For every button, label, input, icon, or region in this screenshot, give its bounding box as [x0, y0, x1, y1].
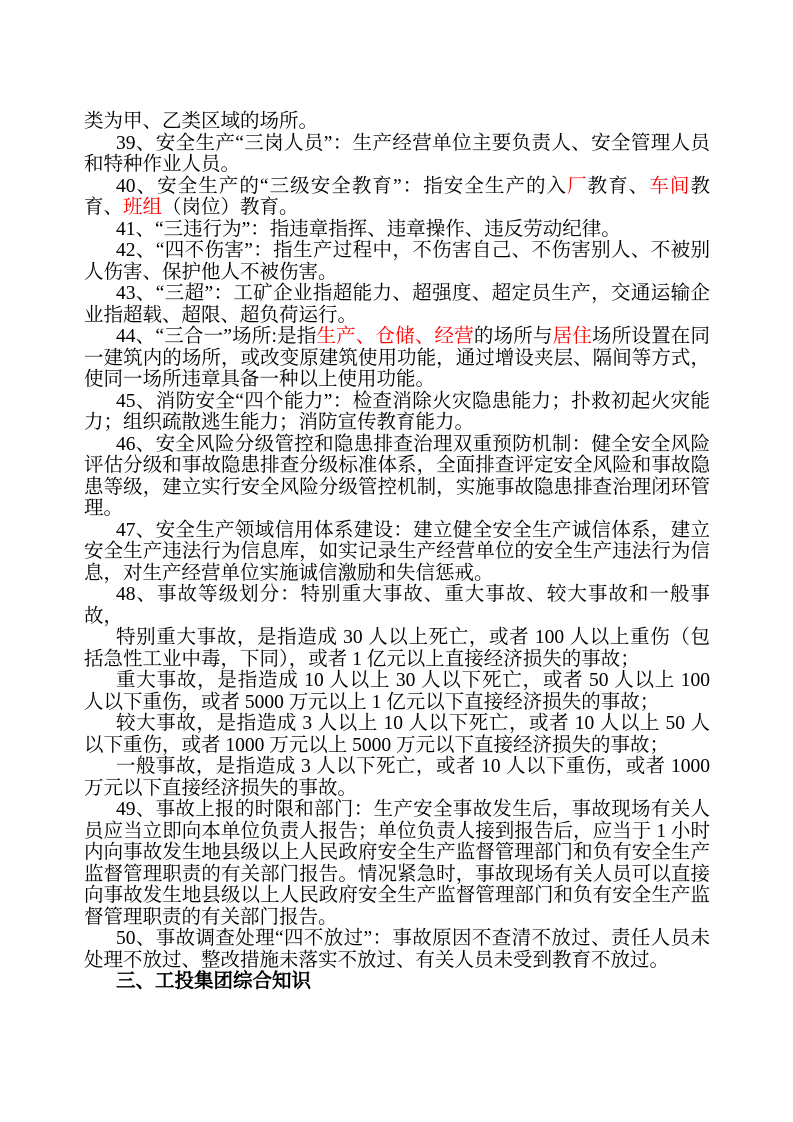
highlighted-text-run: 生产、仓储、经营	[316, 326, 474, 347]
text-run: 重大事故，是指造成 10 人以上 30 人以下死亡，或者 50 人以上 100 人以下重伤，或者 5000 万元以上 1 亿元以下直接经济损失的事故；	[84, 670, 710, 713]
highlighted-text-run: 车间	[649, 175, 691, 197]
paragraph-39	[84, 133, 710, 176]
text-run: 40、安全生产的“三级安全教育”：指安全生产的入	[116, 175, 568, 197]
paragraph-41	[84, 219, 710, 241]
section-heading-group-knowledge	[84, 971, 710, 993]
highlighted-text-run: 班组	[123, 197, 163, 218]
text-run: 的场所与	[473, 326, 553, 347]
text-run: 较大事故，是指造成 3 人以上 10 人以下死亡，或者 10 人以上 50 人以下重伤，或者 1000 万元以上 5000 万元以下直接经济损失的事故；	[84, 713, 710, 756]
highlighted-text-run: 居住	[552, 326, 593, 347]
text-run: 50、事故调查处理“四不放过”：事故原因不查清不放过、责任人员未处理不放过、整改措施未落实不放过、有关人员未受到教育不放过。	[84, 928, 710, 971]
text-run: 42、“四不伤害”：指生产过程中，不伤害自己、不伤害别人、不被别人伤害、保护他人不被伤害。	[84, 240, 710, 283]
text-run: 48、事故等级划分：特别重大事故、重大事故、较大事故和一般事故，	[84, 584, 710, 627]
text-run: 39、安全生产“三岗人员”：生产经营单位主要负责人、安全管理人员和特种作业人员。	[84, 132, 710, 175]
paragraph-43	[84, 283, 710, 326]
text-run: 41、“三违行为”：指违章指挥、违章操作、违反劳动纪律。	[116, 218, 621, 240]
paragraph-38-continuation	[84, 111, 710, 133]
text-run: 一般事故，是指造成 3 人以下死亡，或者 10 人以下重伤，或者 1000 万元以下直接经济损失的事故。	[84, 756, 710, 799]
text-run: 47、安全生产领域信用体系建设：建立健全安全生产诚信体系，建立安全生产违法行为信息库，如实记录生产经营单位的安全生产违法行为信息，对生产经营单位实施诚信激励和失信惩戒。	[84, 519, 710, 584]
paragraph-48	[84, 584, 710, 627]
text-run: 教育、	[587, 175, 650, 197]
paragraph-46	[84, 434, 710, 520]
text-run: 49、事故上报的时限和部门：生产安全事故发生后，事故现场有关人员应当立即向本单位负责人报告；单位负责人接到报告后，应当于 1 小时内向事故发生地县级以上人民政府安全生产监督管理部门和负有安全生产监督管理职责的有关部门报告。情况紧急时，事故现场有关人员可以直接向事故发生地县级以上人民政府安全生产监督管理部门和负有安全生产监督管理职责的有关部门报告。	[84, 799, 710, 928]
text-run: 场所设置在同一建筑内的场所，或改变原建筑使用功能，通过增设夹层、隔间等方式，使同一场所违章具备一种以上使用功能。	[84, 326, 710, 390]
paragraph-49	[84, 799, 710, 928]
text-run: 43、“三超”：工矿企业指超能力、超强度、超定员生产，交通运输企业指超载、超限、超负荷运行。	[84, 283, 710, 326]
paragraph-48-major-accident	[84, 670, 710, 713]
paragraph-40	[84, 176, 710, 219]
text-run: 教育、	[84, 175, 710, 218]
text-run: 三、工投集团综合知识	[116, 971, 312, 992]
text-run: （岗位）教育。	[162, 197, 299, 218]
text-run: 46、安全风险分级管控和隐患排查治理双重预防机制：健全安全风险评估分级和事故隐患排查分级标准体系，全面排查评定安全风险和事故隐患等级，建立实行安全风险分级管控机制，实施事故隐患排查治理闭环管理。	[84, 433, 710, 519]
highlighted-text-run: 厂	[567, 175, 588, 197]
paragraph-47	[84, 520, 710, 585]
paragraph-42	[84, 240, 710, 283]
text-run: 类为甲、乙类区域的场所。	[84, 111, 319, 132]
paragraph-50	[84, 928, 710, 971]
text-run: 特别重大事故，是指造成 30 人以上死亡，或者 100 人以上重伤（包括急性工业中毒，下同），或者 1 亿元以上直接经济损失的事故；	[84, 627, 710, 670]
paragraph-48-general-accident	[84, 756, 710, 799]
text-run: 45、消防安全“四个能力”：检查消除火灾隐患能力；扑救初起火灾能力；组织疏散逃生能力；消防宣传教育能力。	[84, 390, 710, 433]
paragraph-48-extraordinary-accident	[84, 627, 710, 670]
paragraph-48-serious-accident	[84, 713, 710, 756]
paragraph-45	[84, 391, 710, 434]
document-body	[84, 111, 710, 993]
text-run: 44、“三合一”场所:是指	[116, 326, 317, 347]
paragraph-44	[84, 326, 710, 391]
